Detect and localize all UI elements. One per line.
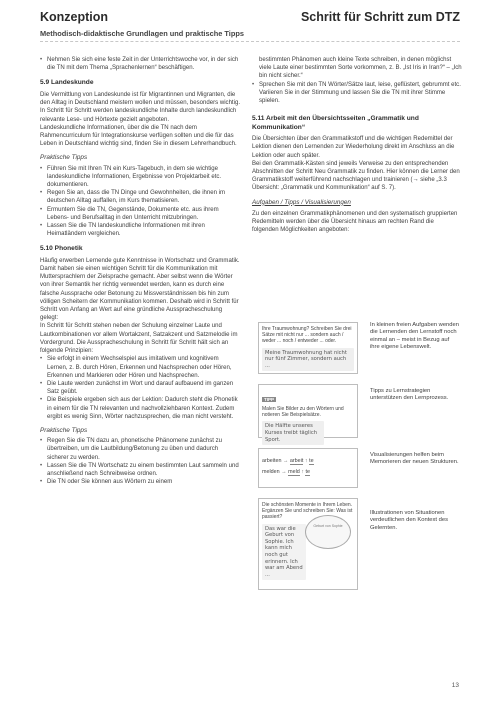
page-subtitle: Methodisch-didaktische Grundlagen und praktische Tipps <box>40 29 244 38</box>
paragraph: bestimmten Phänomen auch kleine Texte schreiben, in denen möglichst viele Laute einer bestimmten Sorte vorkommen, z. B. „Ist Iris in Iran?“ – „Ich bin nicht sicher.“ <box>259 57 462 80</box>
paragraph: Bei den Grammatik-Kästen sind jeweils Verweise zu den entsprechenden Abschnitten der Schritt Neu Grammatik zu finden. Hier können die Lerner den Grammatikstoff weiterführend nachschlagen und trainieren (→ siehe „3.3 Übersicht: „Grammatik und Kommunikation“ auf S. 7). <box>252 160 460 192</box>
section-heading-landeskunde: 5.9 Landeskunde <box>40 79 94 87</box>
list-item: • Sie erfolgt in einem Wechselspiel aus imitativem und kognitivem Lernen, z. B. durch Hören, Erkennen und Nachsprechen oder Hören, Erkennen und Markieren oder Hören und Nachsprechen. <box>40 355 240 380</box>
cloud-label: Geburt von Sophie <box>313 524 343 528</box>
bullet-list <box>252 81 462 106</box>
tips-heading: Praktische Tipps <box>40 426 88 434</box>
list-item: • Führen Sie mit Ihren TN ein Kurs-Tagebuch, in dem sie wichtige landeskundliche Informationen, Ergebnisse von Projektarbeit etc. dokumentieren. <box>40 165 240 190</box>
paragraph: Landeskundliche Informationen, über die die TN nach dem Rahmencurriculum für Integrationskurse verfügen sollten und die für das Leben in Deutschland wichtig sind, finden Sie in diesem Lehrerhandbuch. <box>40 124 237 148</box>
list-item: • Lassen Sie die TN Wortschatz zu einem bestimmten Laut sammeln und anschließend nach Schreibweise ordnen. <box>40 462 240 478</box>
header-divider <box>40 41 460 42</box>
list-item: • Die Laute werden zunächst im Wort und darauf aufbauend im ganzen Satz geübt. <box>40 380 240 396</box>
example-box-illustration <box>258 498 358 590</box>
top-bullet-list <box>40 56 240 72</box>
verb-stem: arbeit <box>289 458 304 464</box>
tips-heading: Praktische Tipps <box>40 154 88 162</box>
verb-stem: meld <box>288 469 300 475</box>
tip-badge: TIPP <box>264 397 275 402</box>
example-box-visualisation <box>258 448 358 488</box>
right-column <box>252 56 462 234</box>
tips-list <box>40 437 240 486</box>
explanation-note: Visualisierungen helfen beim Memorieren der neuen Strukturen. <box>370 452 459 466</box>
list-item: • Die Beispiele ergeben sich aus der Lektion: Dadurch steht die Phonetik in einem für die TN relevanten und nachvollziehbaren Kontext. Zudem ergibt es wenig Sinn, Wörter nachzusprechen, die man nicht versteht. <box>40 396 240 421</box>
arrow-icon: ↑ <box>301 469 306 475</box>
arrow-icon: ↑ <box>304 458 310 464</box>
list-item: • Regen Sie die TN dazu an, phonetische Phänomene zunächst zu übertreiben, um die Lautbildung/Betonung zu üben und dadurch sicherer zu werden. <box>40 437 240 462</box>
explanation-note: Illustrationen von Situationen verdeutlichen den Kontext des Gelernten. <box>370 510 448 531</box>
paragraph: Zu den einzelnen Grammatikphänomenen und den systematisch gruppierten Redemitteln werden über die Übersicht hinaus am rechten Rand die folgenden Möglichkeiten angeboten: <box>252 210 458 234</box>
arrow-icon: → <box>282 458 290 464</box>
verb-ending: te <box>305 469 310 475</box>
list-item: • Lassen Sie die TN landeskundliche Informationen mit ihren Heimatländern vergleichen. <box>40 222 240 238</box>
section-heading-grammatik: 5.11 Arbeit mit den Übersichtsseiten „Grammatik und Kommunikation“ <box>252 115 419 131</box>
task-text: Ihre Traumwohnung? Schreiben Sie drei Sätze mit nicht nur ... sondern auch / weder ... noch / entweder ... oder. <box>262 326 352 345</box>
example-box-tip <box>258 384 358 443</box>
thought-cloud-illustration <box>305 515 351 549</box>
paragraph: Häufig erwerben Lernende gute Kenntnisse in Wortschatz und Grammatik. Damit haben sie einen wichtigen Schritt für die Kommunikation mit Muttersprachlern der Zielsprache gemacht. Aber selbst wenn die Wörter von ihrer Semantik her richtig verwendet werden, kann es durch eine falsche Aussprache oder Betonung zu Missverständnissen bis hin zum völligen Scheitern der Kommunikation kommen. Deshalb wird in Schritt für Schritt von Anfang an Wert auf eine gründliche Ausspracheschulung gelegt: <box>40 257 240 322</box>
page-title: Konzeption <box>40 10 109 24</box>
tip-text: Malen Sie Bilder zu den Wörtern und notieren Sie Beispielsätze. <box>262 406 344 419</box>
list-item: • Regen Sie an, dass die TN Dinge und Gewohnheiten, die ihnen im deutschen Alltag auffallen, im Kurs thematisieren. <box>40 189 240 205</box>
verb-infinitive: melden <box>262 469 280 475</box>
explanation-note: In kleinen freien Aufgaben wenden die Lernenden den Lernstoff noch einmal an – meist in Bezug auf ihre eigene Lebenswelt. <box>370 322 459 351</box>
list-item: • Ermuntern Sie die TN, Gegenstände, Dokumente etc. aus ihrem Lebens- und Berufsalltag in den Unterricht mitzubringen. <box>40 206 240 222</box>
page-header <box>40 10 460 50</box>
list-item: • Die TN oder Sie können aus Wörtern zu einem <box>40 478 240 486</box>
arrow-icon: → <box>281 469 289 475</box>
paragraph: Die Übersichten über den Grammatikstoff und die wichtigen Redemittel der Lektion dienen den Lernenden zur Wiederholung direkt im Anschluss an die Lektion oder auch später. <box>252 136 455 159</box>
principles-list <box>40 355 240 421</box>
example-box-task <box>258 322 358 374</box>
subheading-aufgaben: Aufgaben / Tipps / Visualisierungen <box>252 198 351 206</box>
handwritten-answer: Meine Traumwohnung hat nicht nur fünf Zimmer, sondern auch ... <box>262 348 354 372</box>
handwritten-answer: Die Hälfte unseres Kurses treibt täglich Sport. <box>262 421 324 445</box>
verb-row <box>262 469 354 475</box>
left-column <box>40 56 240 489</box>
section-heading-phonetik: 5.10 Phonetik <box>40 245 83 253</box>
verb-infinitive: arbeiten <box>262 458 282 464</box>
book-title: Schritt für Schritt zum DTZ <box>300 10 460 24</box>
verb-row <box>262 458 354 464</box>
tips-list <box>40 165 240 239</box>
explanation-note: Tipps zu Lernstrategien unterstützen den Lernprozess. <box>370 388 449 402</box>
verb-ending: te <box>309 458 314 464</box>
handwritten-answer: Das war die Geburt von Sophie. Ich kann mich noch gut erinnern. Ich war am Abend ... <box>262 524 306 581</box>
paragraph: Die Vermittlung von Landeskunde ist für Migrantinnen und Migranten, die den Alltag in Deutschland meistern wollen und müssen, besonders wichtig. In Schritt für Schritt werden landeskundliche Inhalte durch landeskundlich relevante Lese- und Hörtexte gezielt angeboten. <box>40 91 240 123</box>
list-item: • Sprechen Sie mit den TN Wörter/Sätze laut, leise, geflüstert, gebrummt etc. Variieren Sie in der Stimmung und lassen Sie die TN mit ihrer Stimme spielen. <box>252 81 462 106</box>
list-item: • Nehmen Sie sich eine feste Zeit in der Unterrichtswoche vor, in der sich die TN mit dem Thema „Sprachenlernen“ beschäftigen. <box>40 56 240 72</box>
page-number: 13 <box>451 682 459 689</box>
paragraph: In Schritt für Schritt stehen neben der Schulung einzelner Laute und Lautkombinationen vor allem Wortakzent, Satzakzent und Satzmelodie im Vordergrund. Die Ausspracheschulung in Schritt für Schritt hält sich an folgende Prinzipien: <box>40 323 238 355</box>
task-text: Die schönsten Momente in Ihrem Leben. Ergänzen Sie und schreiben Sie: Was ist passiert? <box>262 502 353 521</box>
